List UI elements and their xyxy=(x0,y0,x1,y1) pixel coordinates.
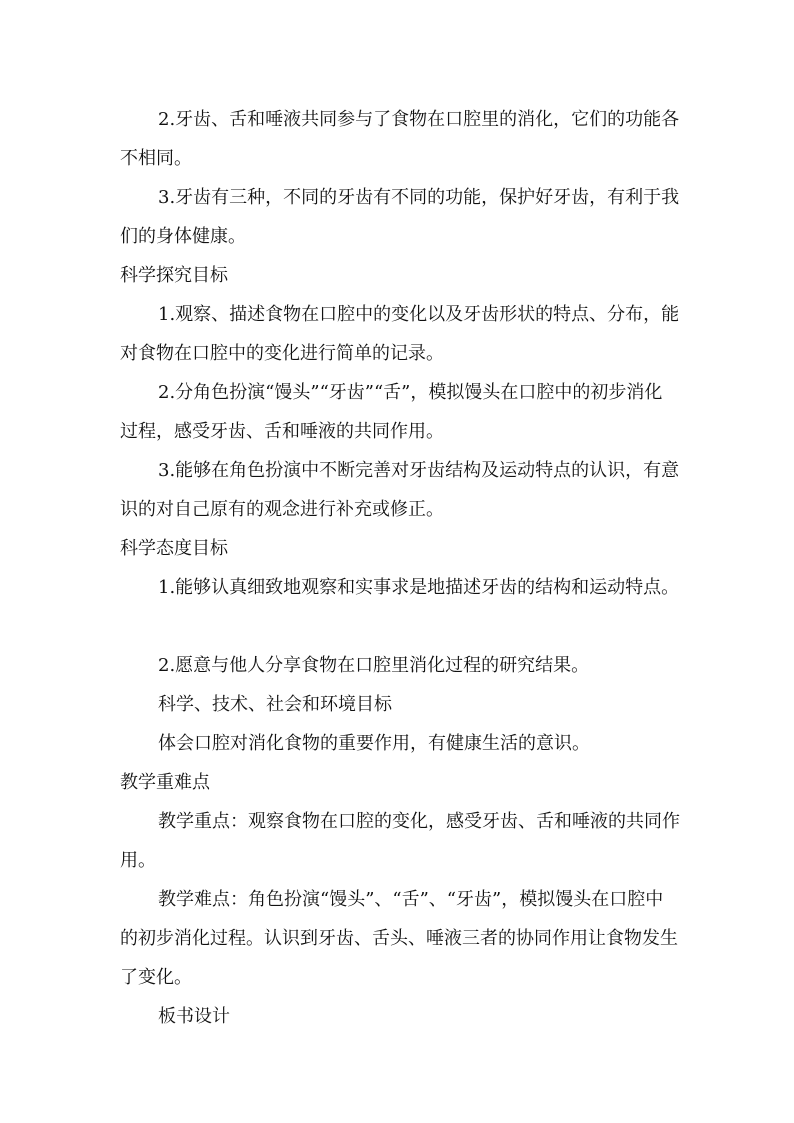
stse-text: 体会口腔对消化食物的重要作用，有健康生活的意识。 xyxy=(158,733,590,754)
inquiry-item-1: 1.观察、描述食物在口腔中的变化以及牙齿形状的特点、分布，能对食物在口腔中的变化进行简单的记录。 xyxy=(120,304,680,364)
attitude-item-2: 2.愿意与他人分享食物在口腔里消化过程的研究结果。 xyxy=(158,655,590,676)
key-points-heading: 教学重难点 xyxy=(120,772,210,793)
inquiry-item-3: 3.能够在角色扮演中不断完善对牙齿结构及运动特点的认识，有意识的对自己原有的观念进行补充或修正。 xyxy=(120,460,680,520)
attitude-item-1: 1.能够认真细致地观察和实事求是地描述牙齿的结构和运动特点。 xyxy=(158,577,680,598)
teaching-difficulty: 教学难点：角色扮演“馒头”、“舌”、“牙齿”，模拟馒头在口腔中的初步消化过程。认识到牙齿、舌头、唾液三者的协同作用让食物发生了变化。 xyxy=(120,889,678,988)
stse-heading: 科学、技术、社会和环境目标 xyxy=(158,694,392,715)
knowledge-item-3: 3.牙齿有三种，不同的牙齿有不同的功能，保护好牙齿，有利于我们的身体健康。 xyxy=(120,187,680,247)
knowledge-item-2: 2.牙齿、舌和唾液共同参与了食物在口腔里的消化，它们的功能各不相同。 xyxy=(120,109,680,169)
board-design-heading: 板书设计 xyxy=(158,1006,230,1027)
inquiry-item-2: 2.分角色扮演“馒头”“牙齿”“舌”，模拟馒头在口腔中的初步消化过程，感受牙齿、舌和唾液的共同作用。 xyxy=(120,382,663,442)
teaching-focus: 教学重点：观察食物在口腔的变化，感受牙齿、舌和唾液的共同作用。 xyxy=(120,811,680,871)
inquiry-heading: 科学探究目标 xyxy=(120,265,228,286)
attitude-heading: 科学态度目标 xyxy=(120,538,228,559)
